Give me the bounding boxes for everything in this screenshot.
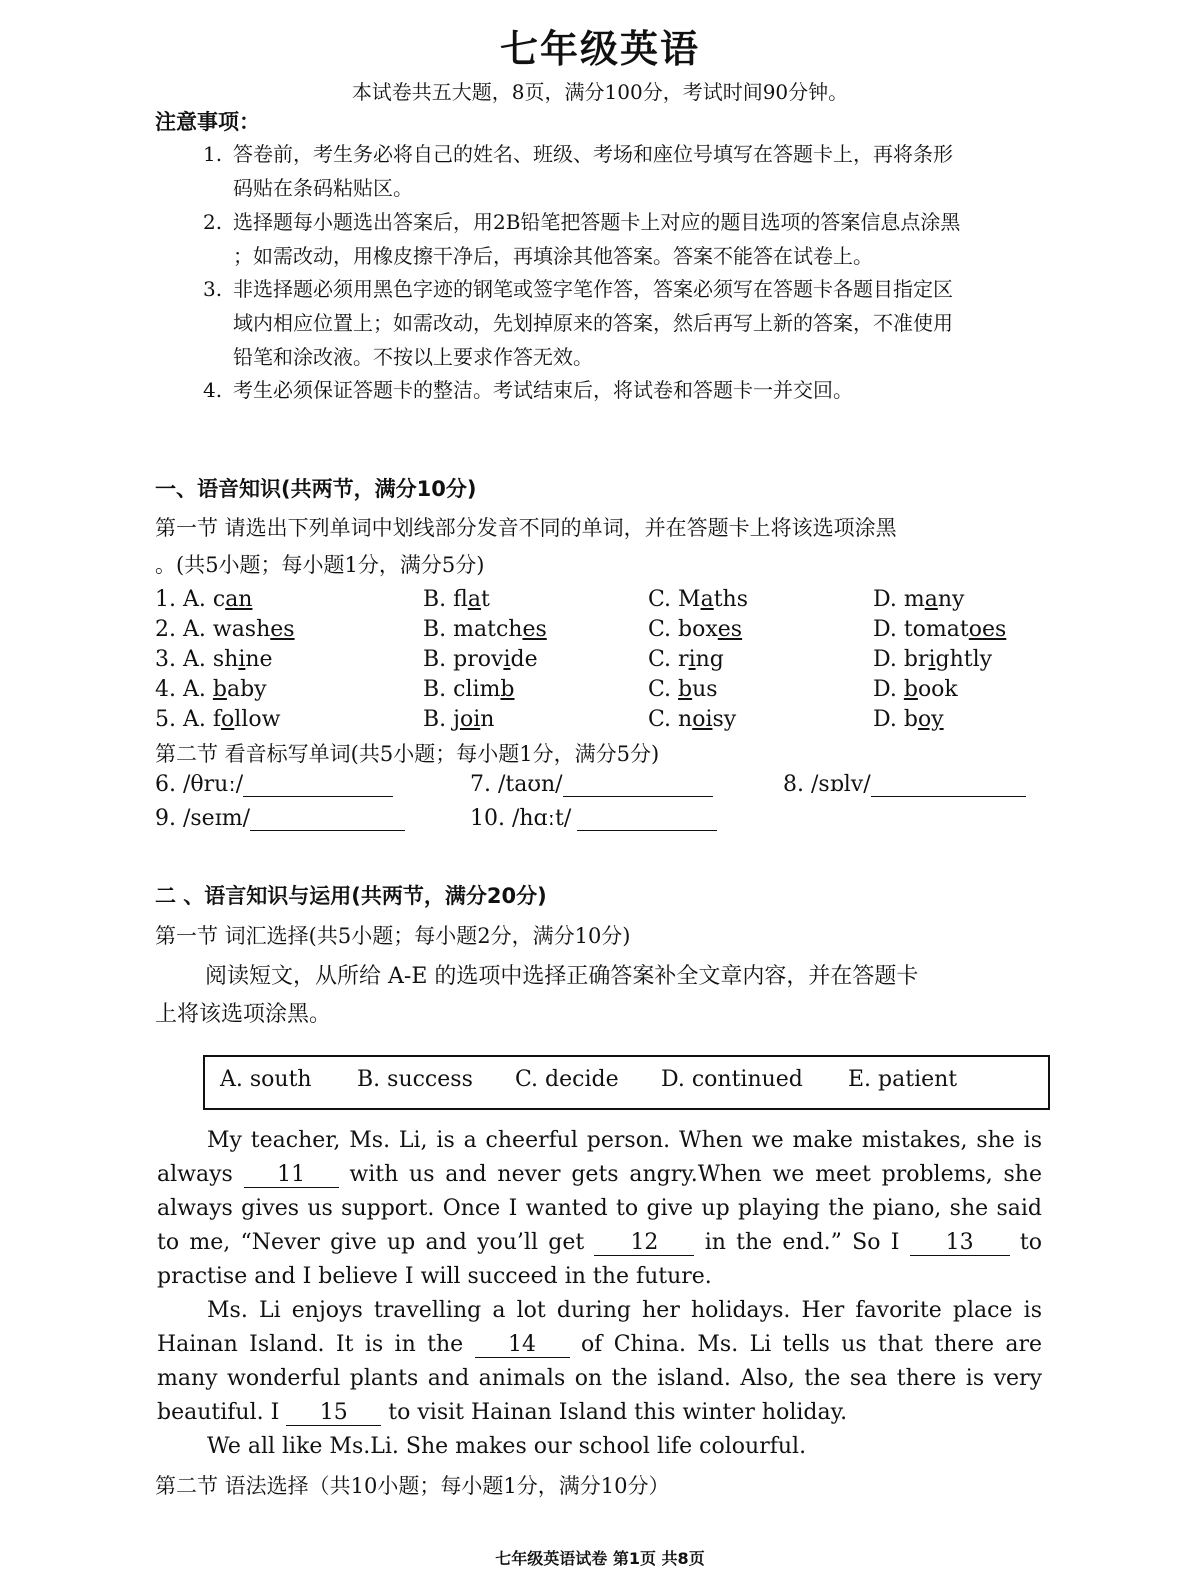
word-option: E. patient: [848, 1067, 958, 1092]
notice-num: 3.: [203, 277, 223, 301]
answer-blank: [871, 774, 1026, 797]
exam-subtitle: 本试卷共五大题，8页，满分100分，考试时间90分钟。: [351, 80, 849, 104]
option-1-c: C. Maths: [648, 587, 748, 612]
notice-line: 铅笔和涂改液。不按以上要求作答无效。: [233, 345, 593, 369]
option-5-a: 5. A. follow: [155, 707, 281, 732]
exam-title: 七年级英语: [499, 27, 700, 71]
phonetic-question-6: 6. /θruː/: [155, 772, 393, 797]
notice-item-1: [203, 137, 953, 205]
blank-13: 13: [910, 1231, 1010, 1256]
answer-blank: [577, 808, 717, 831]
option-3-a: 3. A. shine: [155, 647, 273, 672]
notice-line: 选择题每小题选出答案后，用2B铅笔把答题卡上对应的题目选项的答案信息点涂黑: [233, 210, 961, 234]
notice-line: ；如需改动，用橡皮擦干净后，再填涂其他答案。答案不能答在试卷上。: [233, 244, 873, 268]
phonetic-question-10: 10. /hɑːt/: [470, 806, 717, 831]
notice-line: 域内相应位置上；如需改动，先划掉原来的答案，然后再写上新的答案，不准使用: [233, 311, 953, 335]
notice-num: 1.: [203, 142, 223, 166]
answer-blank: [243, 774, 393, 797]
part1-sec1-instruction: 第一节 请选出下列单词中划线部分发音不同的单词，并在答题卡上将该选项涂黑: [155, 516, 897, 540]
part2-sec2-heading: 第二节 语法选择（共10小题；每小题1分，满分10分）: [155, 1474, 670, 1498]
option-4-a: 4. A. baby: [155, 677, 267, 702]
blank-12: 12: [594, 1231, 694, 1256]
blank-14: 14: [475, 1333, 570, 1358]
option-1-d: D. many: [873, 587, 965, 612]
option-2-a: 2. A. washes: [155, 617, 295, 642]
notice-item-2: [203, 205, 960, 273]
notice-line: 考生必须保证答题卡的整洁。考试结束后，将试卷和答题卡一并交回。: [233, 378, 853, 402]
blank-15: 15: [286, 1401, 381, 1426]
notice-num: 4.: [203, 378, 223, 402]
word-option: C. decide: [515, 1067, 619, 1092]
part2-instruction: 阅读短文，从所给 A-E 的选项中选择正确答案补全文章内容，并在答题卡: [205, 964, 919, 989]
page-footer: 七年级英语试卷 第1页 共8页: [495, 1549, 705, 1568]
word-option: D. continued: [661, 1067, 803, 1092]
part1-sec2-heading: 第二节 看音标写单词(共5小题；每小题1分，满分5分): [155, 742, 660, 766]
part1-heading: 一、语音知识(共两节，满分10分): [155, 477, 477, 501]
notice-item-3: [203, 272, 953, 374]
option-2-d: D. tomatoes: [873, 617, 1007, 642]
option-5-d: D. boy: [873, 707, 944, 732]
option-5-b: B. join: [423, 707, 495, 732]
phonetic-question-9: 9. /seɪm/: [155, 806, 405, 831]
word-options-box: [203, 1055, 1050, 1110]
part2-sec1-heading: 第一节 词汇选择(共5小题；每小题2分，满分10分): [155, 924, 631, 948]
option-4-c: C. bus: [648, 677, 718, 702]
passage-paragraph-1: My teacher, Ms. Li, is a cheerful person. When we make mistakes, she is always 11 with us and never gets angry.When we meet problems, she always gives us support. Once I wanted to give up playing the piano, she said to me, “Never give up and you’ll get 12 in the end.” So I 13 to practise and I believe I will succeed in the future.: [157, 1128, 1043, 1289]
option-2-c: C. boxes: [648, 617, 743, 642]
part2-instruction-cont: 上将该选项涂黑。: [155, 1002, 332, 1027]
passage-paragraph-3: We all like Ms.Li. She makes our school life colourful.: [207, 1434, 807, 1459]
notice-title: 注意事项：: [155, 110, 260, 134]
option-2-b: B. matches: [423, 617, 547, 642]
option-3-d: D. brightly: [873, 647, 993, 672]
notice-num: 2.: [203, 210, 223, 234]
part1-sec1-instruction-cont: 。(共5小题；每小题1分，满分5分): [155, 553, 485, 577]
notice-line: 码贴在条码粘贴区。: [233, 176, 413, 200]
option-5-c: C. noisy: [648, 707, 737, 732]
notice-line: 答卷前，考生务必将自己的姓名、班级、考场和座位号填写在答题卡上，再将条形: [233, 142, 953, 166]
option-1-a: 1. A. can: [155, 587, 253, 612]
part2-heading: 二 、语言知识与运用(共两节，满分20分): [155, 884, 547, 908]
phonetic-question-7: 7. /taʊn/: [470, 772, 713, 797]
word-option: A. south: [220, 1067, 312, 1092]
answer-blank: [563, 774, 713, 797]
answer-blank: [250, 808, 405, 831]
phonetic-question-8: 8. /sɒlv/: [783, 772, 1026, 797]
notice-item-4: [203, 373, 853, 407]
option-4-b: B. climb: [423, 677, 515, 702]
word-option: B. success: [357, 1067, 473, 1092]
option-4-d: D. book: [873, 677, 958, 702]
option-1-b: B. flat: [423, 587, 490, 612]
option-3-b: B. provide: [423, 647, 538, 672]
option-3-c: C. ring: [648, 647, 724, 672]
passage-paragraph-2: Ms. Li enjoys travelling a lot during her holidays. Her favorite place is Hainan Island. It is in the 14 of China. Ms. Li tells us that there are many wonderful plants and animals on the island. Also, the sea there is very beautiful. I 15 to visit Hainan Island this winter holiday.: [157, 1298, 1042, 1425]
blank-11: 11: [244, 1163, 339, 1188]
notice-line: 非选择题必须用黑色字迹的钢笔或签字笔作答，答案必须写在答题卡各题目指定区: [233, 277, 953, 301]
